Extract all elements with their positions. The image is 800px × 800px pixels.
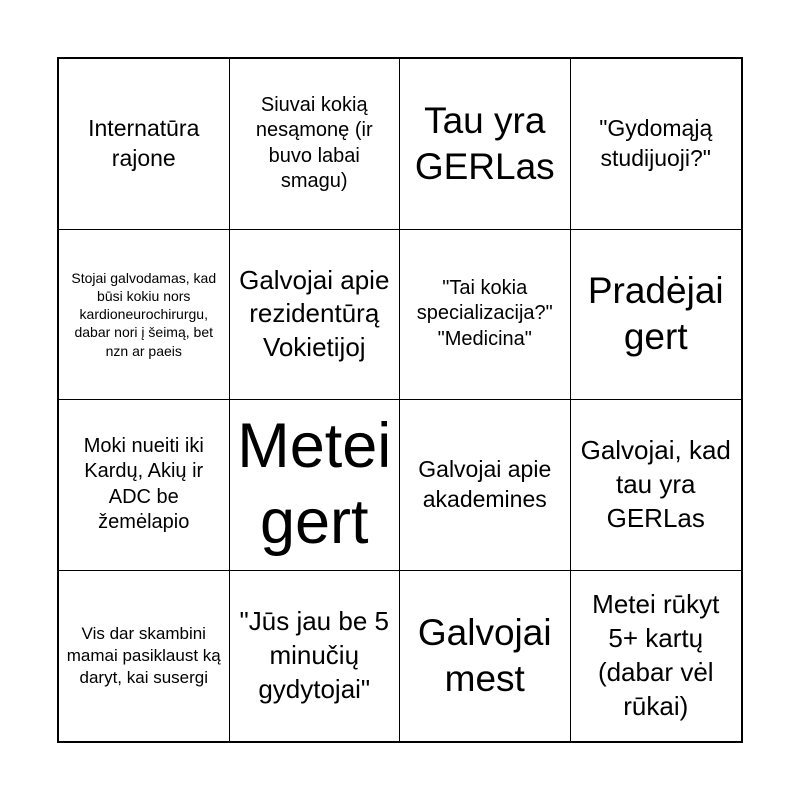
bingo-cell-text: Internatūra rajone: [88, 114, 200, 171]
bingo-cell-3-3[interactable]: [400, 400, 571, 571]
bingo-cell-2-1[interactable]: [59, 230, 230, 401]
bingo-board: [57, 57, 743, 743]
bingo-cell-text: Vis dar skambini mamai pasiklaust ką daryt, kai susergi: [66, 623, 221, 687]
bingo-cell-text: "Gydomąją studijuoji?": [599, 114, 713, 171]
bingo-cell-1-1[interactable]: [59, 59, 230, 230]
bingo-cell-text: Moki nueiti iki Kardų, Akių ir ADC be žemėlapio: [83, 434, 204, 534]
bingo-cell-2-2[interactable]: [230, 230, 401, 401]
bingo-cell-4-3[interactable]: [400, 571, 571, 742]
bingo-cell-1-4[interactable]: [571, 59, 742, 230]
bingo-cell-text: Metei gert: [237, 411, 392, 557]
bingo-cell-text: Stojai galvodamas, kad būsi kokiu nors kardioneurochirurgu, dabar nori į šeimą, bet nzn ar paeis: [71, 269, 217, 359]
bingo-cell-text: Metei rūkyt 5+ kartų (dabar vėl rūkai): [592, 589, 720, 721]
bingo-cell-3-4[interactable]: [571, 400, 742, 571]
bingo-cell-3-2[interactable]: [230, 400, 401, 571]
bingo-cell-text: Siuvai kokią nesąmonę (ir buvo labai smagu): [255, 93, 373, 193]
bingo-cell-2-3[interactable]: [400, 230, 571, 401]
bingo-cell-text: Galvojai mest: [417, 611, 552, 699]
bingo-cell-4-1[interactable]: [59, 571, 230, 742]
bingo-cell-4-4[interactable]: [571, 571, 742, 742]
bingo-cell-1-2[interactable]: [230, 59, 401, 230]
bingo-cell-text: Galvojai apie akademines: [418, 455, 552, 512]
bingo-cell-2-4[interactable]: [571, 230, 742, 401]
bingo-cell-3-1[interactable]: [59, 400, 230, 571]
bingo-cell-text: Pradėjai gert: [587, 270, 724, 358]
bingo-cell-text: Galvojai apie rezidentūrą Vokietijoj: [239, 264, 390, 363]
bingo-cell-4-2[interactable]: [230, 571, 401, 742]
bingo-cell-1-3[interactable]: [400, 59, 571, 230]
bingo-cell-text: Tau yra GERLas: [414, 99, 555, 187]
bingo-cell-text: Galvojai, kad tau yra GERLas: [580, 435, 731, 533]
bingo-cell-text: "Tai kokia specializacija?" "Medicina": [416, 276, 553, 351]
bingo-cell-text: "Jūs jau be 5 minučių gydytojai": [239, 606, 389, 704]
